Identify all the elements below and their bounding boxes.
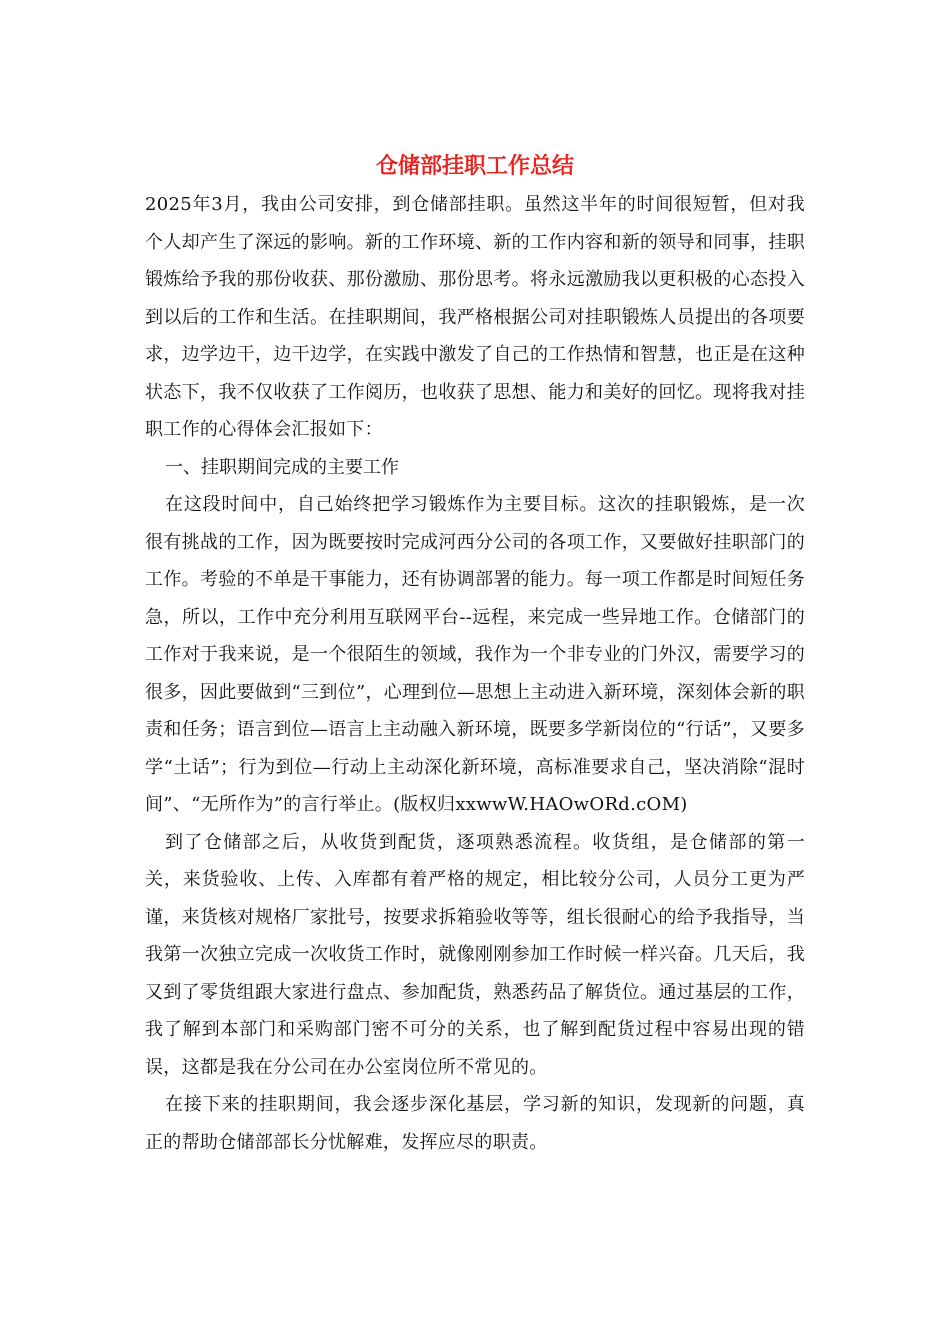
body-paragraph: 在接下来的挂职期间，我会逐步深化基层，学习新的知识，发现新的问题，真正的帮助仓储部部长分忧解难，发挥应尽的职责。 bbox=[145, 1094, 805, 1153]
intro-paragraph: 2025年3月，我由公司安排，到仓储部挂职。虽然这半年的时间很短暂，但对我个人却产生了深远的影响。新的工作环境、新的工作内容和新的领导和同事，挂职锻炼给予我的那份收获、那份激励、那份思考。将永远激励我以更积极的心态投入到以后的工作和生活。在挂职期间，我严格根据公司对挂职锻炼人员提出的各项要求，边学边干，边干边学，在实践中激发了自己的工作热情和智慧，也正是在这种状态下，我不仅收获了工作阅历，也收获了思想、能力和美好的回忆。现将我对挂职工作的心得体会汇报如下： bbox=[145, 194, 805, 440]
section-heading: 一、挂职期间完成的主要工作 bbox=[165, 456, 399, 478]
body-paragraph: 到了仓储部之后，从收货到配货，逐项熟悉流程。收货组，是仓储部的第一关，来货验收、上传、入库都有着严格的规定，相比较分公司，人员分工更为严谨，来货核对规格厂家批号，按要求拆箱验收等等，组长很耐心的给予我指导，当我第一次独立完成一次收货工作时，就像刚刚参加工作时候一样兴奋。几天后，我又到了零货组跟大家进行盘点、参加配货，熟悉药品了解货位。通过基层的工作，我了解到本部门和采购部门密不可分的关系，也了解到配货过程中容易出现的错误，这都是我在分公司在办公室岗位所不常见的。 bbox=[145, 831, 805, 1078]
document-title: 仓储部挂职工作总结 bbox=[375, 154, 574, 179]
body-paragraph: 在这段时间中，自己始终把学习锻炼作为主要目标。这次的挂职锻炼，是一次很有挑战的工作，因为既要按时完成河西分公司的各项工作，又要做好挂职部门的工作。考验的不单是干事能力，还有协调部署的能力。每一项工作都是时间短任务急，所以，工作中充分利用互联网平台--远程，来完成一些异地工作。仓储部门的工作对于我来说，是一个很陌生的领域，我作为一个非专业的门外汉，需要学习的很多，因此要做到“三到位”，心理到位—思想上主动进入新环境，深刻体会新的职责和任务；语言到位—语言上主动融入新环境，既要多学新岗位的“行话”，又要多学“土话”；行为到位—行动上主动深化新环境，高标准要求自己，坚决消除“混时间”、“无所作为”的言行举止。(版权归xxwwW.HAOwORd.cOM) bbox=[145, 494, 805, 815]
document-page bbox=[145, 150, 805, 1161]
